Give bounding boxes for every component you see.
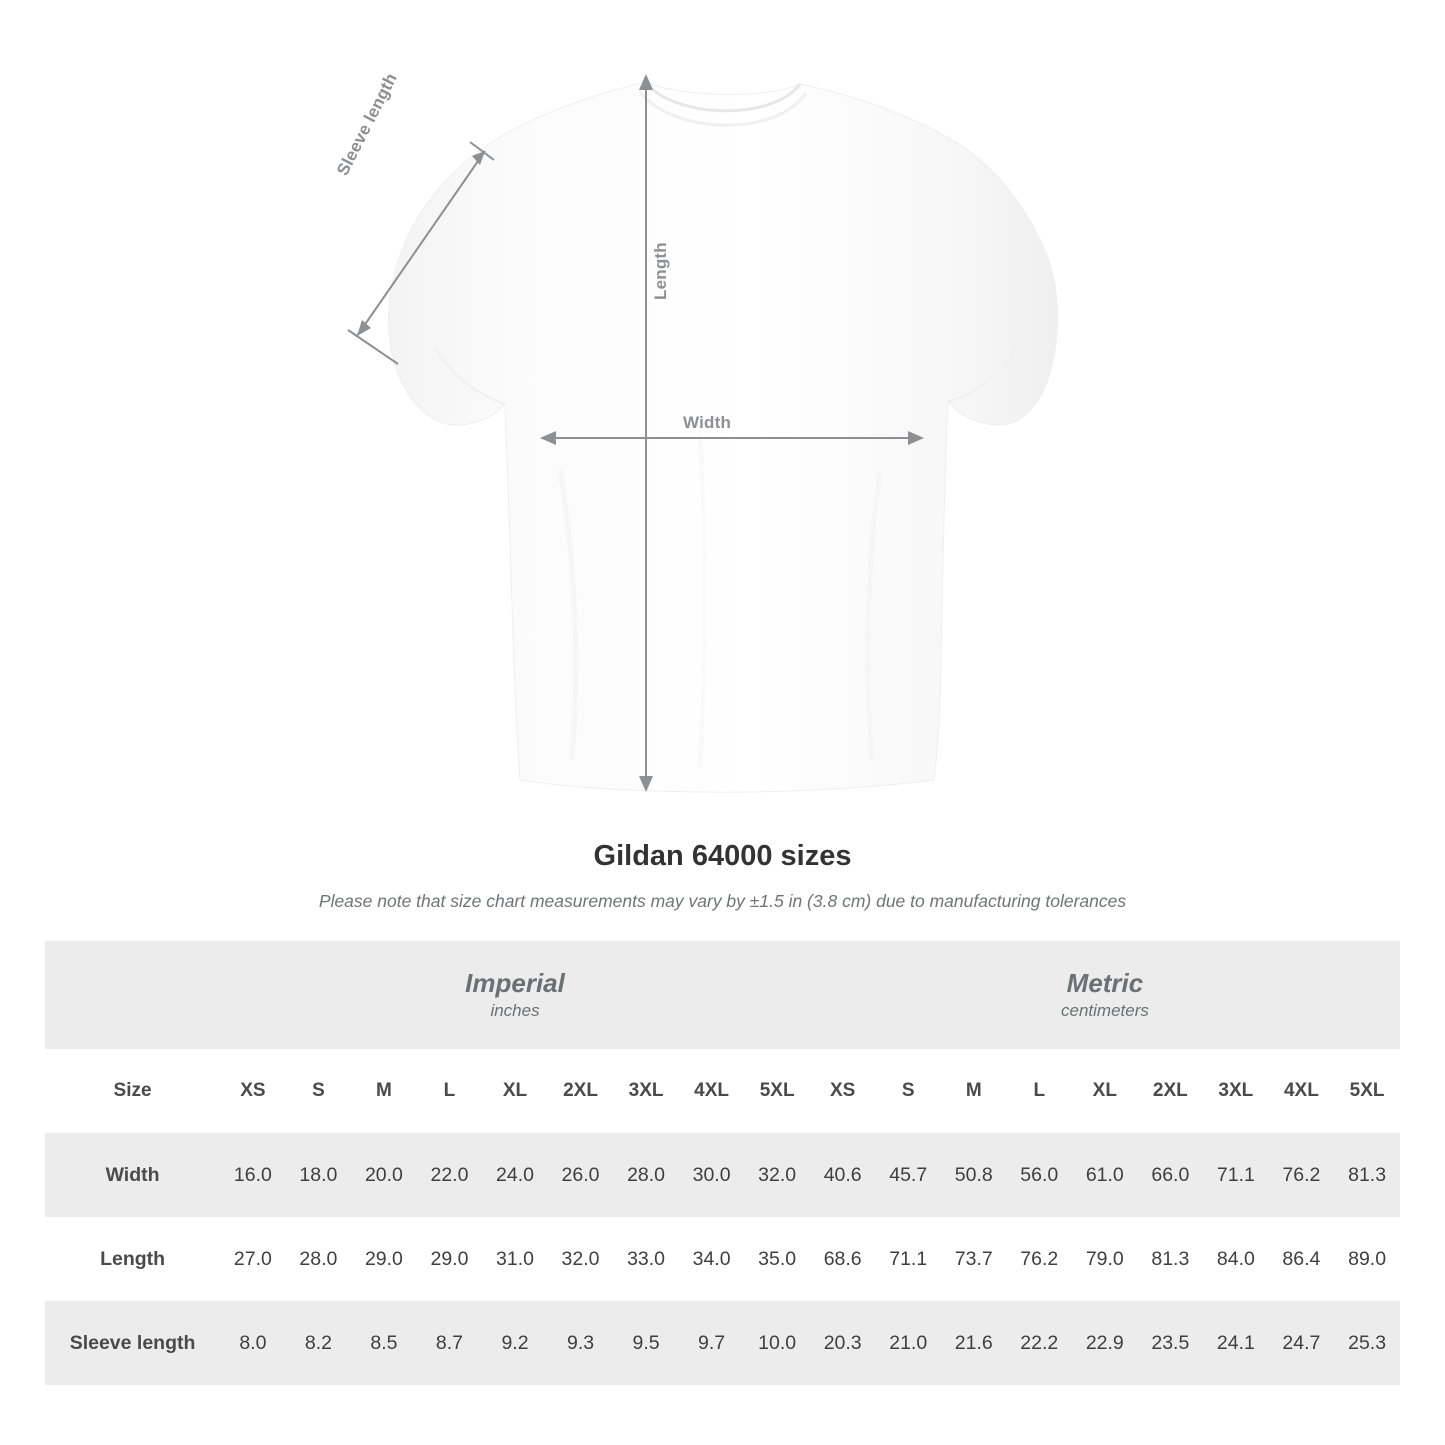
size-header-cell: 5XL — [1334, 1049, 1400, 1133]
table-cell: 23.5 — [1138, 1301, 1204, 1385]
table-cell: 22.2 — [1007, 1301, 1073, 1385]
unit-header-row — [45, 941, 1400, 1049]
size-chart-table-wrapper — [45, 941, 1400, 1385]
table-cell: 31.0 — [482, 1217, 548, 1301]
row-label: Sleeve length — [45, 1301, 220, 1385]
table-cell: 26.0 — [548, 1133, 614, 1217]
sleeve-length-label: Sleeve length — [333, 70, 401, 179]
size-header-label: Size — [45, 1049, 220, 1133]
table-cell: 73.7 — [941, 1217, 1007, 1301]
size-chart-table — [45, 941, 1400, 1385]
table-cell: 18.0 — [286, 1133, 352, 1217]
size-header-cell: 5XL — [744, 1049, 810, 1133]
size-header-cell: L — [417, 1049, 483, 1133]
table-cell: 50.8 — [941, 1133, 1007, 1217]
width-label: Width — [683, 413, 732, 432]
unit-group-imperial-name: Imperial — [465, 967, 565, 998]
table-cell: 29.0 — [417, 1217, 483, 1301]
table-cell: 29.0 — [351, 1217, 417, 1301]
table-cell: 34.0 — [679, 1217, 745, 1301]
table-cell: 24.1 — [1203, 1301, 1269, 1385]
table-cell: 8.0 — [220, 1301, 286, 1385]
table-row — [45, 1217, 1400, 1301]
table-cell: 9.3 — [548, 1301, 614, 1385]
measurement-note: Please note that size chart measurements may vary by ±1.5 in (3.8 cm) due to manufacturing tolerances — [318, 891, 1127, 911]
size-header-cell: XS — [810, 1049, 876, 1133]
size-header-cell: S — [875, 1049, 941, 1133]
table-cell: 24.7 — [1269, 1301, 1335, 1385]
page-title: Gildan 64000 sizes — [593, 840, 852, 872]
length-label: Length — [651, 242, 670, 300]
unit-group-metric — [810, 941, 1400, 1049]
table-cell: 76.2 — [1007, 1217, 1073, 1301]
table-cell: 9.5 — [613, 1301, 679, 1385]
table-cell: 22.0 — [417, 1133, 483, 1217]
table-cell: 25.3 — [1334, 1301, 1400, 1385]
table-cell: 40.6 — [810, 1133, 876, 1217]
size-header-cell: L — [1007, 1049, 1073, 1133]
table-cell: 20.3 — [810, 1301, 876, 1385]
table-cell: 66.0 — [1138, 1133, 1204, 1217]
table-cell: 10.0 — [744, 1301, 810, 1385]
unit-spacer-cell — [45, 941, 220, 1049]
size-header-cell: XS — [220, 1049, 286, 1133]
unit-group-imperial — [220, 941, 810, 1049]
chart-heading — [0, 840, 1445, 912]
table-cell: 32.0 — [744, 1133, 810, 1217]
unit-group-metric-sub: centimeters — [1061, 1001, 1149, 1021]
size-header-cell: M — [941, 1049, 1007, 1133]
table-row — [45, 1301, 1400, 1385]
table-cell: 81.3 — [1334, 1133, 1400, 1217]
table-cell: 68.6 — [810, 1217, 876, 1301]
table-cell: 30.0 — [679, 1133, 745, 1217]
size-header-cell: S — [286, 1049, 352, 1133]
table-cell: 71.1 — [1203, 1133, 1269, 1217]
row-label: Width — [45, 1133, 220, 1217]
table-cell: 89.0 — [1334, 1217, 1400, 1301]
table-cell: 9.7 — [679, 1301, 745, 1385]
table-cell: 20.0 — [351, 1133, 417, 1217]
table-cell: 56.0 — [1007, 1133, 1073, 1217]
table-cell: 28.0 — [613, 1133, 679, 1217]
size-header-cell: XL — [482, 1049, 548, 1133]
size-header-cell: XL — [1072, 1049, 1138, 1133]
size-header-cell: 2XL — [1138, 1049, 1204, 1133]
table-cell: 71.1 — [875, 1217, 941, 1301]
size-header-cell: 3XL — [1203, 1049, 1269, 1133]
table-cell: 81.3 — [1138, 1217, 1204, 1301]
table-cell: 33.0 — [613, 1217, 679, 1301]
table-cell: 86.4 — [1269, 1217, 1335, 1301]
size-header-cell: 4XL — [679, 1049, 745, 1133]
table-cell: 22.9 — [1072, 1301, 1138, 1385]
table-cell: 45.7 — [875, 1133, 941, 1217]
table-cell: 28.0 — [286, 1217, 352, 1301]
table-cell: 79.0 — [1072, 1217, 1138, 1301]
table-cell: 8.2 — [286, 1301, 352, 1385]
size-header-cell: 3XL — [613, 1049, 679, 1133]
table-cell: 61.0 — [1072, 1133, 1138, 1217]
table-cell: 35.0 — [744, 1217, 810, 1301]
table-cell: 27.0 — [220, 1217, 286, 1301]
size-header-cell: 4XL — [1269, 1049, 1335, 1133]
table-cell: 84.0 — [1203, 1217, 1269, 1301]
size-header-cell: 2XL — [548, 1049, 614, 1133]
table-cell: 76.2 — [1269, 1133, 1335, 1217]
unit-group-imperial-sub: inches — [490, 1001, 540, 1021]
table-cell: 8.5 — [351, 1301, 417, 1385]
size-header-cell: M — [351, 1049, 417, 1133]
row-label: Length — [45, 1217, 220, 1301]
table-row — [45, 1133, 1400, 1217]
table-cell: 32.0 — [548, 1217, 614, 1301]
table-cell: 21.0 — [875, 1301, 941, 1385]
table-cell: 21.6 — [941, 1301, 1007, 1385]
size-header-row — [45, 1049, 1400, 1133]
table-cell: 24.0 — [482, 1133, 548, 1217]
table-cell: 9.2 — [482, 1301, 548, 1385]
table-cell: 8.7 — [417, 1301, 483, 1385]
unit-group-metric-name: Metric — [1066, 967, 1144, 998]
table-cell: 16.0 — [220, 1133, 286, 1217]
